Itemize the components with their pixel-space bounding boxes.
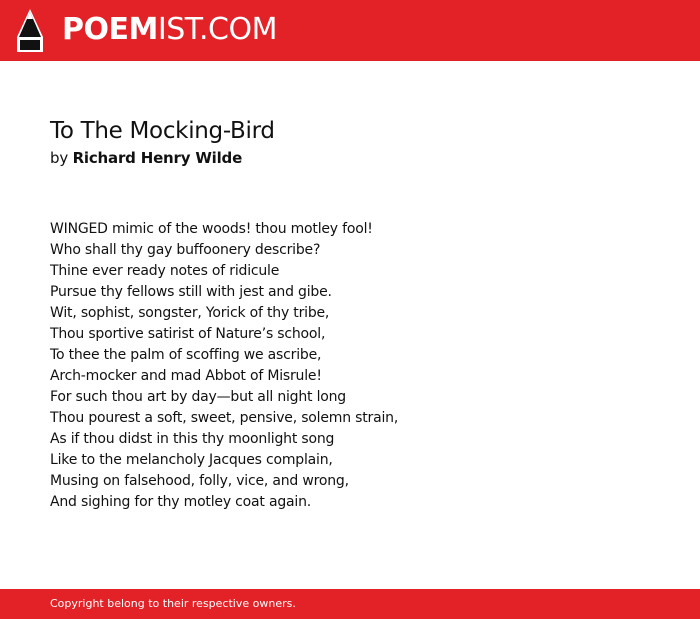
poem-line: Musing on falsehood, folly, vice, and wrong, bbox=[50, 473, 349, 489]
poem-line: Wit, sophist, songster, Yorick of thy tribe, bbox=[50, 305, 330, 321]
poem-line: And sighing for thy motley coat again. bbox=[50, 494, 311, 510]
poem-line: WINGED mimic of the woods! thou motley fool! bbox=[50, 221, 373, 237]
poem-heading bbox=[50, 116, 670, 169]
poem-line: Arch-mocker and mad Abbot of Misrule! bbox=[50, 368, 322, 384]
poem-author[interactable]: Richard Henry Wilde bbox=[72, 149, 243, 167]
poem-title: To The Mocking-Bird bbox=[50, 118, 275, 144]
site-footer bbox=[0, 589, 700, 619]
site-logo[interactable] bbox=[62, 12, 277, 48]
poem-line: For such thou art by day—but all night long bbox=[50, 389, 346, 405]
poem-line: As if thou didst in this thy moonlight song bbox=[50, 431, 335, 447]
copyright-text: Copyright belong to their respective owners. bbox=[50, 597, 296, 610]
logo-light-text: IST.COM bbox=[157, 12, 277, 47]
poem-line: To thee the palm of scoffing we ascribe, bbox=[50, 347, 322, 363]
poem-body bbox=[50, 219, 670, 513]
poem-line: Pursue thy fellows still with jest and gibe. bbox=[50, 284, 332, 300]
poem-line: Like to the melancholy Jacques complain, bbox=[50, 452, 333, 468]
poem-line: Thou sportive satirist of Nature’s school, bbox=[50, 326, 326, 342]
by-label: by bbox=[50, 149, 68, 167]
poem-line: Thine ever ready notes of ridicule bbox=[50, 263, 280, 279]
site-header bbox=[0, 0, 700, 61]
logo-bold-text: POEM bbox=[62, 12, 158, 47]
pencil-tip-icon[interactable] bbox=[17, 9, 43, 52]
poem-line: Who shall thy gay buffoonery describe? bbox=[50, 242, 321, 258]
poem-byline bbox=[50, 147, 670, 169]
poem-line: Thou pourest a soft, sweet, pensive, solemn strain, bbox=[50, 410, 399, 426]
